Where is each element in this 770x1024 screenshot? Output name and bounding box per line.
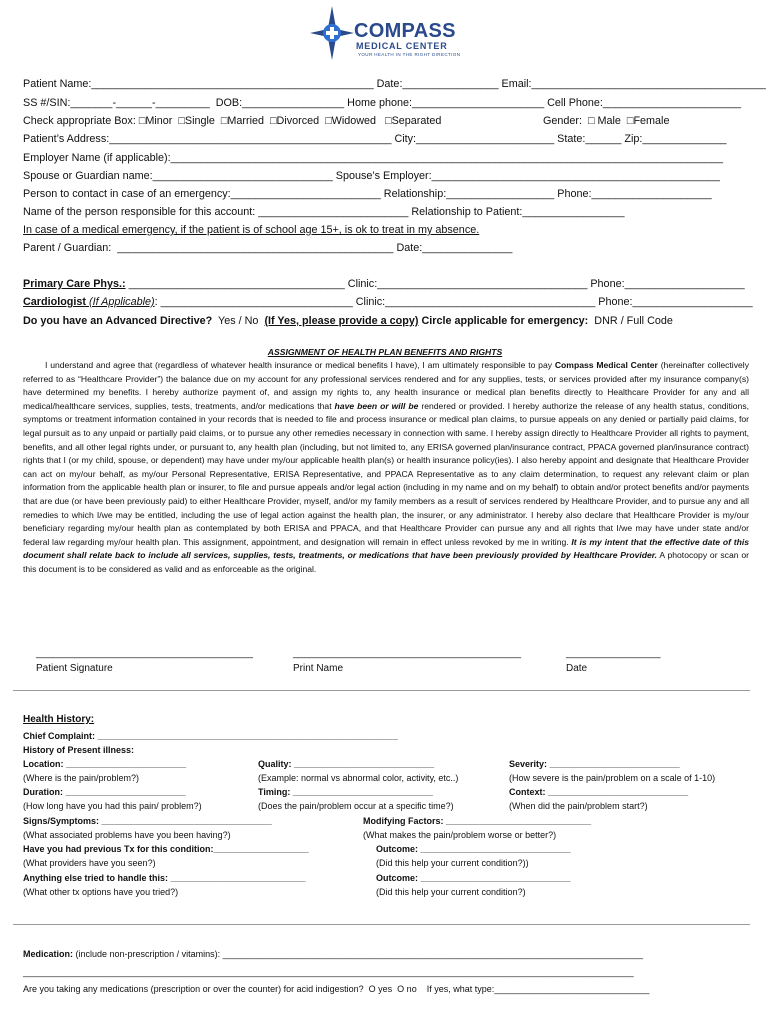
gender-row[interactable]: Gender: □ Male □Female — [543, 115, 670, 127]
severity-field[interactable]: Severity: __________________________ — [509, 759, 680, 769]
assignment-paragraph — [23, 359, 749, 577]
cardiologist-note: (If Applicable) — [85, 296, 155, 308]
previous-treatment-field[interactable]: Have you had previous Tx for this condition:___________________ — [23, 844, 309, 854]
address-row[interactable]: Patient’s Address:_______________________________________________ City:_______________________ State:______ Zip:______________ — [23, 133, 727, 145]
marital-status-row[interactable]: Check appropriate Box: □Minor □Single □Married □Divorced □Widowed □Separated — [23, 115, 442, 127]
medication-field[interactable]: (include non-prescription / vitamins): ____________________________________________________________________________________ — [73, 949, 644, 959]
location-field[interactable]: Location: ________________________ — [23, 759, 187, 769]
primary-care-row[interactable] — [23, 277, 745, 291]
severity-hint: (How severe is the pain/problem on a scale of 1-10) — [509, 773, 716, 783]
assignment-text-2: (hereinafter collectively referred to as “Healthcare Provider”) the balance due on my account for any professional services rendered and for any supplies, tests, or services provided after my insurance company(s) have determined my benefits. I hereby authorize payment of, and assign my rights to, any health insurance or medical plan benefits directly to Healthcare Provider for any and all medical/healthcare services, supplies, tests, treatments, and/or medications that — [23, 360, 749, 411]
primary-care-label: Primary Care Phys.: — [23, 278, 126, 290]
quality-field[interactable]: Quality: ____________________________ — [258, 759, 435, 769]
context-field[interactable]: Context: ____________________________ — [509, 787, 689, 797]
location-hint: (Where is the pain/problem?) — [23, 773, 140, 783]
outcome-field-1[interactable]: Outcome: ______________________________ — [376, 844, 571, 854]
health-history-heading: Health History: — [23, 714, 95, 725]
assignment-intent: It is my intent that the effective date of this document shall relate back to include all services, supplies, tests, treatments, or medications that have been previously provided by Healthcare Provider. — [23, 536, 749, 561]
emergency-contact-row[interactable]: Person to contact in case of an emergency:_________________________ Relationship:__________________ Phone:____________________ — [23, 188, 712, 200]
signs-symptoms-field[interactable]: Signs/Symptoms: __________________________________ — [23, 816, 272, 826]
logo-tagline: YOUR HEALTH IN THE RIGHT DIRECTION — [358, 52, 461, 57]
duration-hint: (How long have you had this pain/ problem?) — [23, 801, 202, 811]
duration-field[interactable]: Duration: ________________________ — [23, 787, 186, 797]
directive-question: Do you have an Advanced Directive? — [23, 315, 213, 327]
emergency-consent-note: In case of a medical emergency, if the patient is of school age 15+, is ok to treat in my absence. — [23, 224, 480, 236]
cardiologist-label: Cardiologist — [23, 296, 86, 308]
spouse-row[interactable]: Spouse or Guardian name:______________________________ Spouse’s Employer:________________________________________________ — [23, 170, 720, 182]
advanced-directive-row[interactable] — [23, 314, 673, 328]
directive-copy-note: (If Yes, please provide a copy) — [264, 315, 419, 327]
directive-dnr-full-code[interactable]: DNR / Full Code — [588, 315, 673, 327]
assignment-emphasis: have been or will be — [334, 400, 419, 411]
compass-icon — [310, 6, 354, 60]
timing-hint: (Does the pain/problem occur at a specific time?) — [258, 801, 454, 811]
history-present-illness-label: History of Present illness: — [23, 745, 135, 755]
print-name-line[interactable]: _________________________________________ — [293, 648, 522, 659]
previous-treatment-hint: (What providers have you seen?) — [23, 858, 156, 868]
quality-hint: (Example: normal vs abnormal color, activity, etc..) — [258, 773, 459, 783]
chief-complaint-field[interactable]: Chief Complaint: ____________________________________________________________ — [23, 731, 398, 741]
cardiologist-fields[interactable]: : ________________________________ Clinic:___________________________________ Phone:____________________ — [154, 296, 753, 308]
medication-row[interactable] — [23, 948, 643, 960]
patient-name-row[interactable]: Patient Name:_______________________________________________ Date:________________ Email:_______________________________________ — [23, 78, 766, 90]
medication-label: Medication: — [23, 949, 74, 959]
modifying-factors-hint: (What makes the pain/problem worse or better?) — [363, 830, 557, 840]
date-label: Date — [566, 663, 588, 674]
ssn-dob-phone-row[interactable]: SS #/SIN:_______-______-_________ DOB:_________________ Home phone:______________________ Cell Phone:_______________________ — [23, 97, 742, 109]
anything-else-hint: (What other tx options have you tried?) — [23, 887, 179, 897]
cardiologist-row[interactable] — [23, 295, 753, 309]
patient-signature-label: Patient Signature — [36, 663, 113, 674]
assignment-text-3: rendered or provided. I hereby authorize the release of any health status, conditions, symptoms or treatment information contained in your records that is needed to file and process insurance or medical plan claims, to pursue appeals on any denied or partially paid claims, for legal pursuit as to any unpaid or partially paid claims, or to pursue any other remedies necessary in connection with same. I hereby assign directly to Healthcare Provider all rights to payment, benefits, and all other legal rights under, or pursuant to, any health plan (including, but not limited to, any ERISA governed plan/insurance contract, PPACA governed plan/insurance contract) rights that I (or my child, spouse, or dependent) may have under my/our applicable health plan(s) or health insurance policy(ies). I also hereby appoint and designate that Healthcare Provider can act on my/our behalf, as my/our Personal Representative, ERISA Representative, and PPACA Representative as to any claim determination, to request any relevant claim or plan information from the applicable health plan or insurer, to file and pursue appeals and/or legal action (including in my name and on my behalf) to obtain and/or protect benefits and/or payments that are due (or have been previously paid) to either Healthcare Provider, myself, and/or my family members as a result of services rendered by Healthcare Provider, and to pursue any and all remedies to which I/we may be entitled, including the use of legal action against the health plan, the insurer, or any administrator. I hereby also declare that Healthcare Provider is my/our beneficiary regarding my/our health plan as contemplated by both ERISA and PPACA, and that Healthcare Provider can pursue any and all rights that I/we may have under state and/or federal law regarding my/our health plan. This assignment, appointment, and designation will remain in effect unless revoked by me in writing. — [23, 400, 749, 547]
parent-guardian-row[interactable]: Parent / Guardian: ______________________________________________ Date:_______________ — [23, 242, 513, 254]
outcome-hint-1: (Did this help your current condition?)) — [376, 858, 529, 868]
compass-medical-logo — [310, 6, 470, 60]
outcome-field-2[interactable]: Outcome: ______________________________ — [376, 873, 571, 883]
employer-row[interactable]: Employer Name (if applicable):____________________________________________________________________________________________ — [23, 152, 724, 164]
date-line[interactable]: _________________ — [566, 648, 661, 659]
anything-else-field[interactable]: Anything else tried to handle this: ___________________________ — [23, 873, 306, 883]
directive-circle-label: Circle applicable for emergency: — [418, 315, 589, 327]
responsible-person-row[interactable]: Name of the person responsible for this account: _________________________ Relationship to Patient:_________________ — [23, 206, 625, 218]
assignment-heading: ASSIGNMENT OF HEALTH PLAN BENEFITS AND RIGHTS — [267, 347, 503, 357]
assignment-text-4: A photocopy or scan or this document is to be considered as valid and as enforceable as the original. — [23, 550, 749, 574]
acid-indigestion-row[interactable]: Are you taking any medications (prescription or over the counter) for acid indigestion? O yes O no If yes, what type:_______________________________ — [23, 984, 650, 994]
print-name-label: Print Name — [293, 663, 344, 674]
section-divider-2 — [13, 924, 750, 925]
assignment-provider-name: Compass Medical Center — [554, 360, 658, 370]
assignment-text-1: I understand and agree that (regardless of whatever health insurance or medical benefits I have), I am ultimately responsible to pay — [45, 360, 555, 370]
context-hint: (When did the pain/problem start?) — [509, 801, 648, 811]
patient-signature-line[interactable]: _______________________________________ — [36, 648, 253, 659]
directive-yes-no[interactable]: Yes / No — [212, 315, 265, 327]
medication-line-2[interactable]: __________________________________________________________________________________________________________________________ — [23, 967, 634, 977]
timing-field[interactable]: Timing: ____________________________ — [258, 787, 433, 797]
primary-care-fields[interactable]: ____________________________________ Clinic:___________________________________ Phone:____________________ — [125, 278, 745, 290]
outcome-hint-2: (Did this help your current condition?) — [376, 887, 526, 897]
logo-subtitle: MEDICAL CENTER — [356, 41, 448, 51]
modifying-factors-field[interactable]: Modifying Factors: _____________________________ — [363, 816, 592, 826]
section-divider — [13, 690, 750, 691]
logo-title: COMPASS — [354, 20, 456, 42]
signs-symptoms-hint: (What associated problems have you been having?) — [23, 830, 231, 840]
